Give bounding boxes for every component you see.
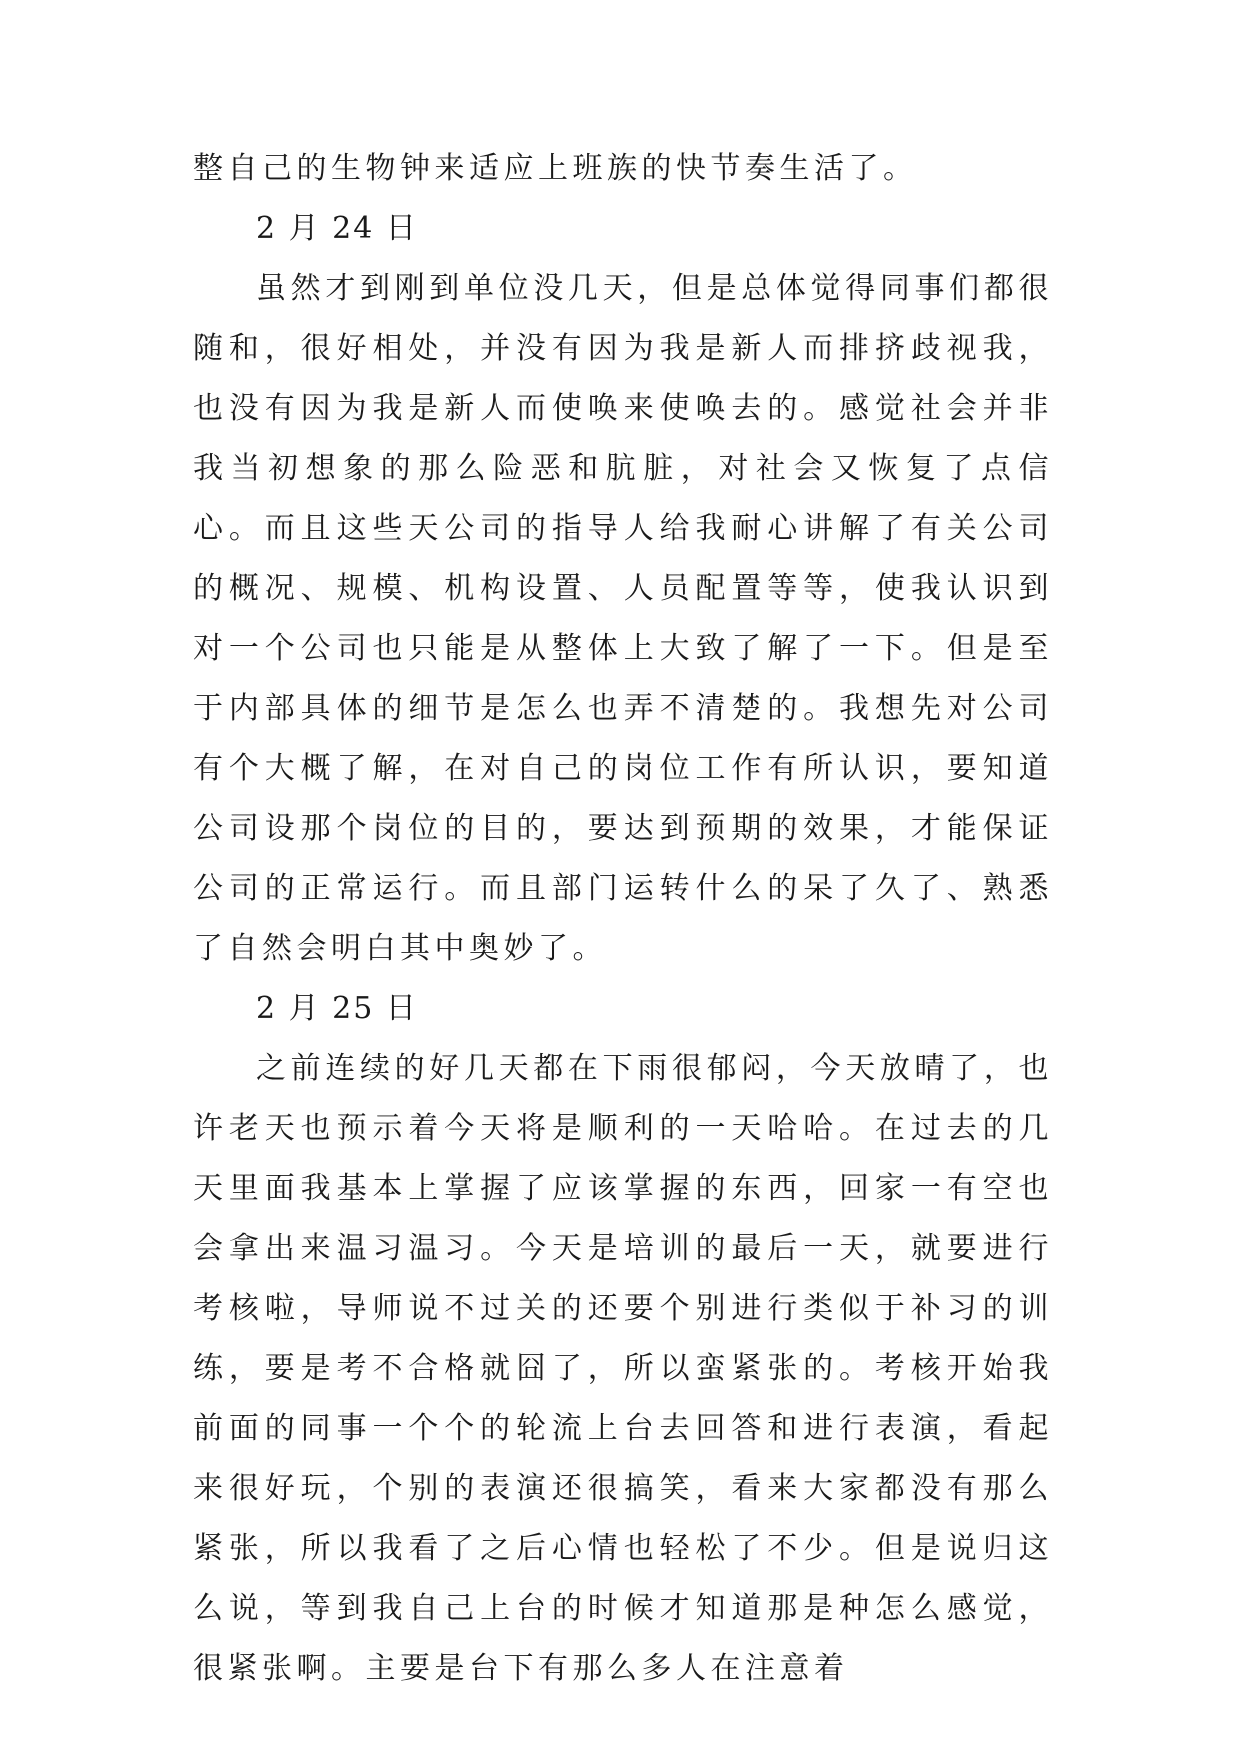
paragraph-feb-24: 虽然才到刚到单位没几天，但是总体觉得同事们都很随和，很好相处，并没有因为我是新人而排挤歧视我，也没有因为我是新人而使唤来使唤去的。感觉社会并非我当初想象的那么险恶和肮脏，对社会又恢复了点信心。而且这些天公司的指导人给我耐心讲解了有关公司的概况、规模、机构设置、人员配置等等，使我认识到对一个公司也只能是从整体上大致了解了一下。但是至于内部具体的细节是怎么也弄不清楚的。我想先对公司有个大概了解，在对自己的岗位工作有所认识，要知道公司设那个岗位的目的，要达到预期的效果，才能保证公司的正常运行。而且部门运转什么的呆了久了、熟悉了自然会明白其中奥妙了。 xyxy=(193,271,1053,966)
paragraph-continuation: 整自己的生物钟来适应上班族的快节奏生活了。 xyxy=(193,151,918,186)
document-body xyxy=(193,139,1053,1699)
date-heading-feb-24: 2 月 24 日 xyxy=(256,211,418,246)
paragraph-feb-25: 之前连续的好几天都在下雨很郁闷，今天放晴了，也许老天也预示着今天将是顺利的一天哈哈。在过去的几天里面我基本上掌握了应该掌握的东西，回家一有空也会拿出来温习温习。今天是培训的最后一天，就要进行考核啦，导师说不过关的还要个别进行类似于补习的训练，要是考不合格就囧了，所以蛮紧张的。考核开始我前面的同事一个个的轮流上台去回答和进行表演，看起来很好玩，个别的表演还很搞笑，看来大家都没有那么紧张，所以我看了之后心情也轻松了不少。但是说归这么说，等到我自己上台的时候才知道那是种怎么感觉，很紧张啊。主要是台下有那么多人在注意着 xyxy=(193,1051,1053,1686)
date-heading-feb-25: 2 月 25 日 xyxy=(256,991,418,1026)
